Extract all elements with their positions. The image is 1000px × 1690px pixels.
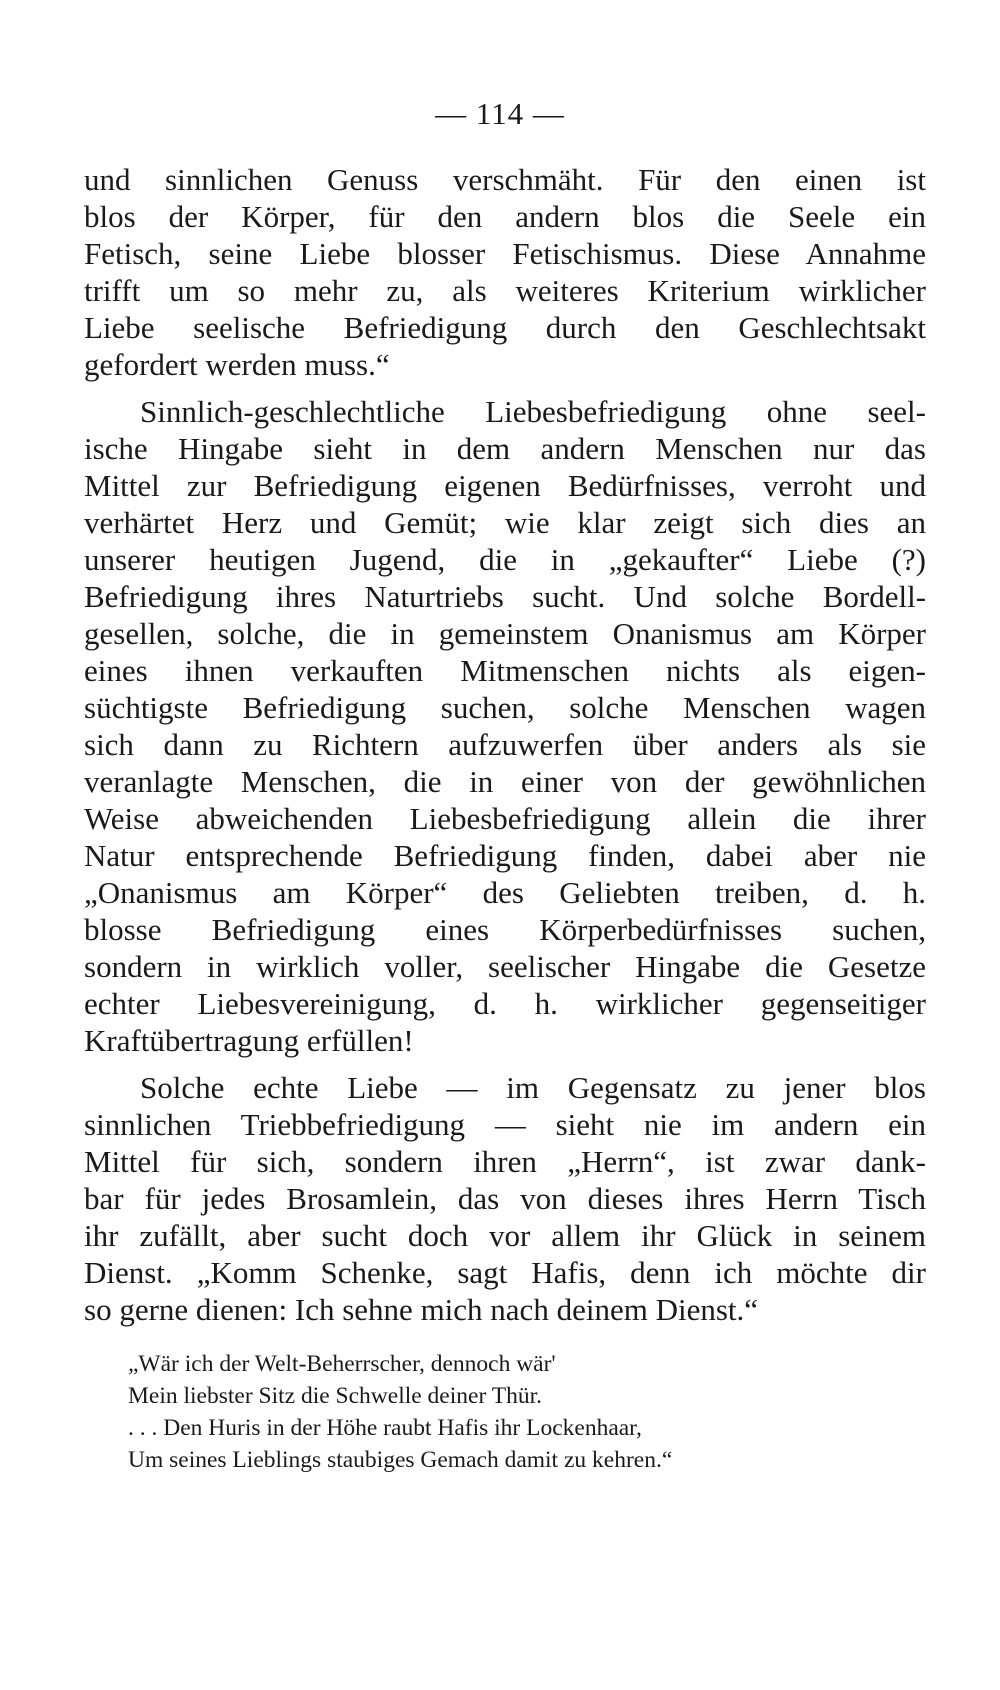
text-line: Liebe seelische Befriedigung durch den Geschlechtsakt [84, 310, 926, 345]
text-line: gefordert werden muss.“ [84, 347, 390, 382]
text-line: blos der Körper, für den andern blos die Seele ein [84, 199, 926, 234]
text-line: ische Hingabe sieht in dem andern Menschen nur das [84, 431, 926, 466]
text-line: „Onanismus am Körper“ des Geliebten treiben, d. h. [84, 875, 926, 910]
text-line: sinnlichen Triebbefriedigung — sieht nie im andern ein [84, 1107, 926, 1142]
text-line: eines ihnen verkauften Mitmenschen nichts als eigen- [84, 653, 926, 688]
text-line: Fetisch, seine Liebe blosser Fetischismus. Diese Annahme [84, 236, 926, 271]
verse-line: Mein liebster Sitz die Schwelle deiner Thür. [128, 1383, 542, 1409]
text-line: Mittel zur Befriedigung eigenen Bedürfnisses, verroht und [84, 468, 926, 503]
text-line: Kraftübertragung erfüllen! [84, 1023, 414, 1058]
text-line: ihr zufällt, aber sucht doch vor allem ihr Glück in seinem [84, 1218, 926, 1253]
verse-line: . . . Den Huris in der Höhe raubt Hafis ihr Lockenhaar, [128, 1415, 642, 1441]
text-line: verhärtet Herz und Gemüt; wie klar zeigt sich dies an [84, 505, 926, 540]
paragraph-start-line: Solche echte Liebe — im Gegensatz zu jener blos [140, 1070, 926, 1105]
page-number: — 114 — [435, 96, 565, 131]
text-line: sich dann zu Richtern aufzuwerfen über anders als sie [84, 727, 926, 762]
verse-line: Um seines Lieblings staubiges Gemach damit zu kehren.“ [128, 1447, 673, 1473]
text-line: Weise abweichenden Liebesbefriedigung allein die ihrer [84, 801, 926, 836]
text-line: veranlagte Menschen, die in einer von der gewöhnlichen [84, 764, 926, 799]
text-line: Befriedigung ihres Naturtriebs sucht. Und solche Bordell- [84, 579, 926, 614]
text-line: blosse Befriedigung eines Körperbedürfnisses suchen, [84, 912, 926, 947]
text-line: und sinnlichen Genuss verschmäht. Für den einen ist [84, 162, 926, 197]
text-line: Natur entsprechende Befriedigung finden, dabei aber nie [84, 838, 926, 873]
text-line: bar für jedes Brosamlein, das von dieses ihres Herrn Tisch [84, 1181, 926, 1216]
text-line: Mittel für sich, sondern ihren „Herrn“, ist zwar dank- [84, 1144, 926, 1179]
text-line: sondern in wirklich voller, seelischer Hingabe die Gesetze [84, 949, 926, 984]
text-line: süchtigste Befriedigung suchen, solche Menschen wagen [84, 690, 926, 725]
text-line: gesellen, solche, die in gemeinstem Onanismus am Körper [84, 616, 926, 651]
text-line: so gerne dienen: Ich sehne mich nach deinem Dienst.“ [84, 1292, 759, 1327]
paragraph-start-line: Sinnlich-geschlechtliche Liebesbefriedigung ohne seel- [140, 394, 926, 429]
text-line: echter Liebesvereinigung, d. h. wirklicher gegenseitiger [84, 986, 926, 1021]
text-line: unserer heutigen Jugend, die in „gekaufter“ Liebe (?) [84, 542, 926, 577]
verse-line: „Wär ich der Welt-Beherrscher, dennoch wär' [128, 1351, 556, 1377]
text-line: Dienst. „Komm Schenke, sagt Hafis, denn ich möchte dir [84, 1255, 926, 1290]
text-line: trifft um so mehr zu, als weiteres Kriterium wirklicher [84, 273, 926, 308]
